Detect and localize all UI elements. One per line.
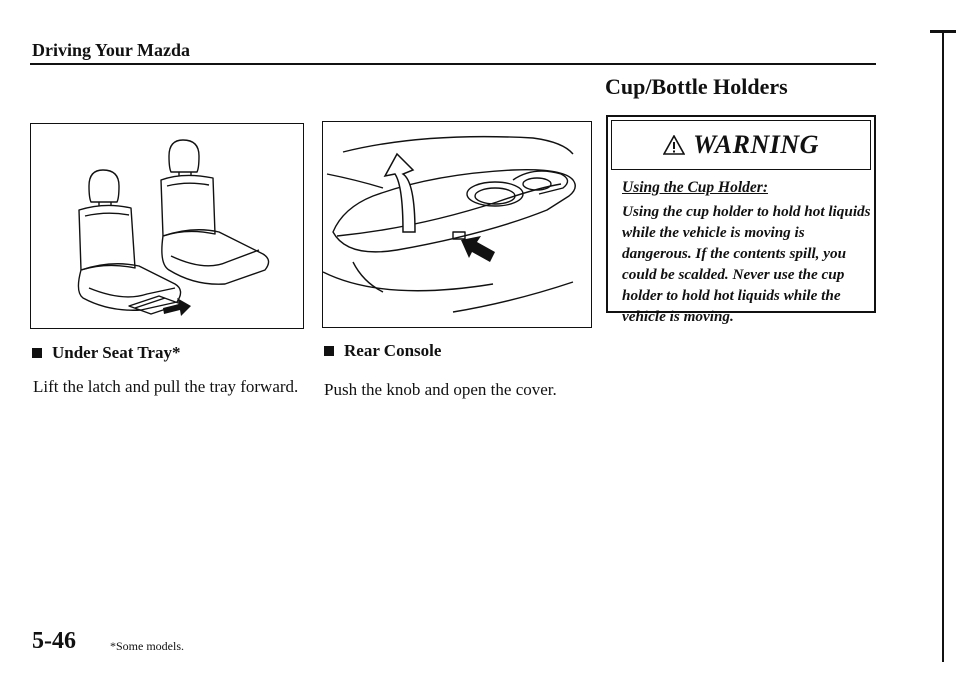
caption-text: Rear Console <box>344 341 442 360</box>
console-illustration <box>323 122 591 327</box>
figure-caption-rear-console <box>324 341 441 361</box>
page-header-title: Driving Your Mazda <box>32 40 191 60</box>
header-rule <box>30 63 876 65</box>
warning-triangle-icon <box>663 135 685 155</box>
warning-header <box>611 120 871 170</box>
seat-illustration <box>31 124 303 328</box>
warning-title: WARNING <box>693 130 819 159</box>
under-seat-tray-figure <box>30 123 304 329</box>
warning-subtitle: Using the Cup Holder: <box>622 179 768 196</box>
warning-box <box>606 115 876 325</box>
bullet-icon <box>324 346 334 356</box>
footnote: *Some models. <box>110 639 184 653</box>
figure-caption-under-seat-tray <box>32 343 180 363</box>
warning-body: Using the cup holder to hold hot liquids while the vehicle is moving is dangerous. If the contents spill, you could be scalded. Never use the cup holder to hold hot liquids while the vehicle is moving. <box>622 203 871 325</box>
under-seat-tray-instruction: Lift the latch and pull the tray forward. <box>33 377 299 396</box>
caption-text: Under Seat Tray* <box>52 343 181 362</box>
section-title: Cup/Bottle Holders <box>605 74 788 99</box>
page-number: 5-46 <box>32 628 76 654</box>
page-edge-rule <box>942 32 944 662</box>
rear-console-figure <box>322 121 592 328</box>
bullet-icon <box>32 348 42 358</box>
rear-console-instruction: Push the knob and open the cover. <box>324 380 557 399</box>
